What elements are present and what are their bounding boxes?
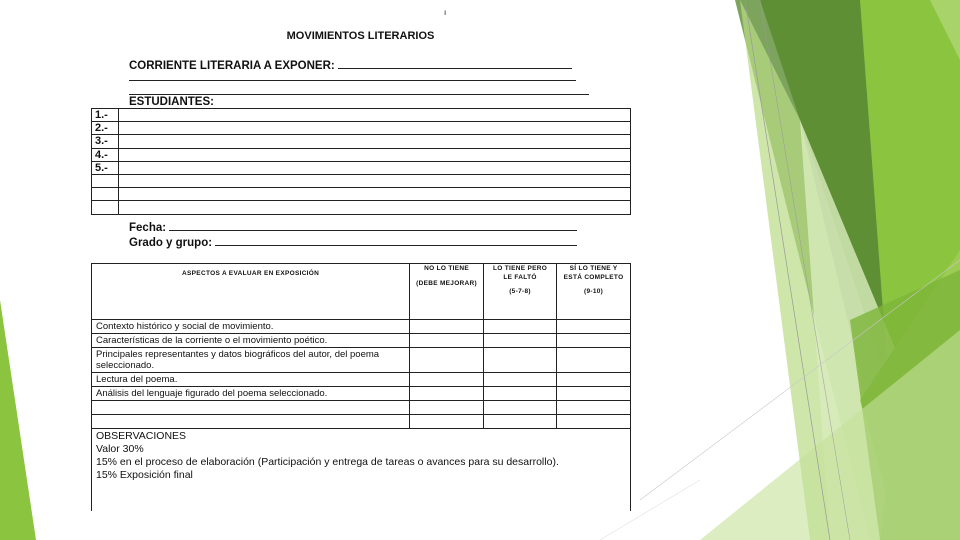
score-cell[interactable] [557,387,631,401]
student-name-cell[interactable] [119,174,631,187]
observaciones-line: 15% en el proceso de elaboración (Participación y entrega de tareas o avances para su desarrollo). [96,456,559,468]
score-cell[interactable] [410,373,484,387]
student-name-cell[interactable] [119,201,631,214]
observaciones-line: Valor 30% [96,443,144,455]
top-mark: ı [444,8,447,17]
no-tiene-header: NO LO TIENE (DEBE MEJORAR) [410,264,484,320]
fecha-label: Fecha: [129,222,167,234]
student-row: 4.- [92,148,631,161]
score-cell[interactable] [557,334,631,348]
aspect-text: Análisis del lenguaje figurado del poema seleccionado. [92,387,410,401]
completo-header: SÍ LO TIENE Y ESTÁ COMPLETO (9-10) [557,264,631,320]
corriente-field [129,58,572,72]
score-cell[interactable] [410,415,484,429]
score-cell[interactable] [483,415,556,429]
student-row: 3.- [92,135,631,148]
corriente-label: CORRIENTE LITERARIA A EXPONER: [129,60,335,72]
score-cell[interactable] [483,387,556,401]
estudiantes-label: ESTUDIANTES: [129,96,214,108]
evaluation-row [92,401,631,415]
scanned-document [88,0,633,505]
score-cell[interactable] [410,387,484,401]
observaciones-row [92,429,631,512]
aspect-text [92,401,410,415]
document-title: MOVIMIENTOS LITERARIOS [286,30,435,42]
score-cell[interactable] [483,348,556,373]
score-cell[interactable] [483,334,556,348]
student-row [92,201,631,214]
evaluation-row [92,387,631,401]
aspect-text: Características de la corriente o el movimiento poético. [92,334,410,348]
student-name-cell[interactable] [119,148,631,161]
falto-header: LO TIENE PERO LE FALTÓ (5-7-8) [483,264,556,320]
student-name-cell[interactable] [119,161,631,174]
grado-field [129,235,577,249]
score-cell[interactable] [483,401,556,415]
student-name-cell[interactable] [119,188,631,201]
blank-line [129,94,589,95]
score-cell[interactable] [483,320,556,334]
score-cell[interactable] [483,373,556,387]
evaluation-header-row [92,264,631,320]
evaluation-row [92,334,631,348]
score-cell[interactable] [410,348,484,373]
students-table [91,108,631,215]
fecha-field [129,220,577,234]
score-cell[interactable] [410,401,484,415]
evaluation-row [92,373,631,387]
observaciones-cell [92,429,631,512]
score-cell[interactable] [557,401,631,415]
score-cell[interactable] [410,334,484,348]
student-row: 1.- [92,109,631,122]
evaluation-row [92,348,631,373]
student-row: 2.- [92,122,631,135]
aspect-text: Lectura del poema. [92,373,410,387]
evaluation-row [92,320,631,334]
evaluation-row [92,415,631,429]
aspect-text [92,415,410,429]
aspect-text: Contexto histórico y social de movimiento. [92,320,410,334]
score-cell[interactable] [557,373,631,387]
aspect-text: Principales representantes y datos biográficos del autor, del poema seleccionado. [92,348,410,373]
score-cell[interactable] [557,320,631,334]
student-name-cell[interactable] [119,122,631,135]
score-cell[interactable] [557,348,631,373]
student-row [92,188,631,201]
student-name-cell[interactable] [119,135,631,148]
blank-line [129,80,576,81]
score-cell[interactable] [410,320,484,334]
observaciones-line: 15% Exposición final [96,469,193,481]
grado-label: Grado y grupo: [129,237,213,249]
score-cell[interactable] [557,415,631,429]
observaciones-title: OBSERVACIONES [96,430,187,442]
aspectos-header: ASPECTOS A EVALUAR EN EXPOSICIÓN [92,264,410,320]
student-row [92,174,631,187]
evaluation-table [91,263,631,511]
student-row: 5.- [92,161,631,174]
student-name-cell[interactable] [119,109,631,122]
